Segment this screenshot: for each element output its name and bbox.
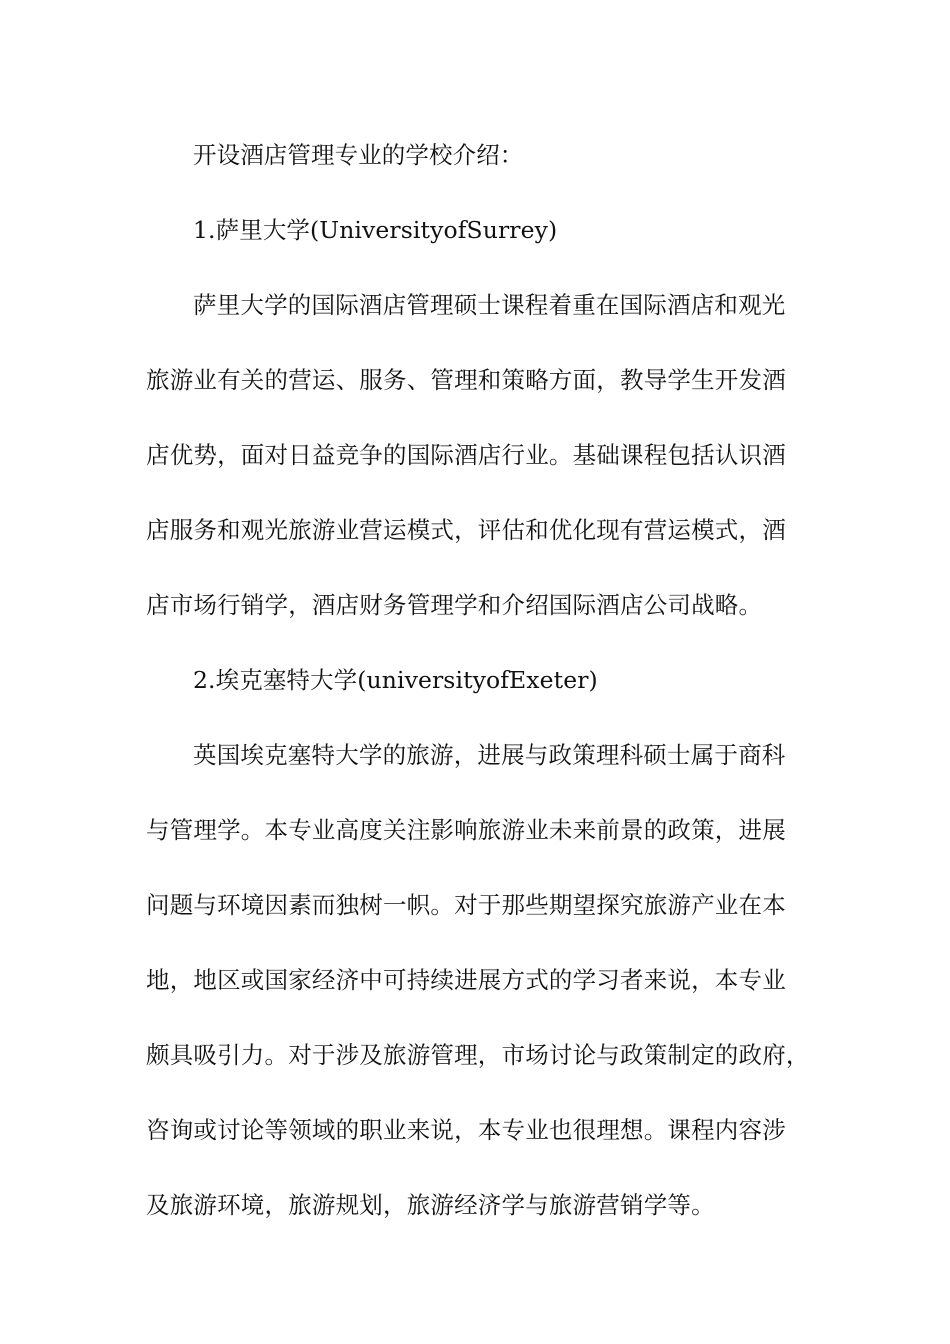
intro-heading: 开设酒店管理专业的学校介绍：: [193, 141, 524, 169]
paragraph-line: 咨询或讨论等领域的职业来说，本专业也很理想。课程内容涉: [146, 1116, 786, 1144]
section-title-surrey: 1.萨里大学(UniversityofSurrey): [193, 216, 558, 244]
paragraph-line: 旅游业有关的营运、服务、管理和策略方面，教导学生开发酒: [146, 366, 786, 394]
section-title-exeter: 2.埃克塞特大学(universityofExeter): [193, 666, 598, 694]
paragraph-line: 萨里大学的国际酒店管理硕士课程着重在国际酒店和观光: [193, 291, 786, 319]
paragraph-line: 颇具吸引力。对于涉及旅游管理，市场讨论与政策制定的政府，: [146, 1041, 810, 1069]
paragraph-line: 英国埃克塞特大学的旅游，进展与政策理科硕士属于商科: [193, 741, 786, 769]
paragraph-line: 店优势，面对日益竞争的国际酒店行业。基础课程包括认识酒: [146, 441, 786, 469]
paragraph-line: 店市场行销学，酒店财务管理学和介绍国际酒店公司战略。: [146, 591, 763, 619]
paragraph-line: 地，地区或国家经济中可持续进展方式的学习者来说，本专业: [146, 966, 786, 994]
paragraph-line: 及旅游环境，旅游规划，旅游经济学与旅游营销学等。: [146, 1191, 715, 1219]
paragraph-line: 与管理学。本专业高度关注影响旅游业未来前景的政策，进展: [146, 816, 786, 844]
paragraph-line: 问题与环境因素而独树一帜。对于那些期望探究旅游产业在本: [146, 891, 786, 919]
paragraph-line: 店服务和观光旅游业营运模式，评估和优化现有营运模式，酒: [146, 516, 786, 544]
